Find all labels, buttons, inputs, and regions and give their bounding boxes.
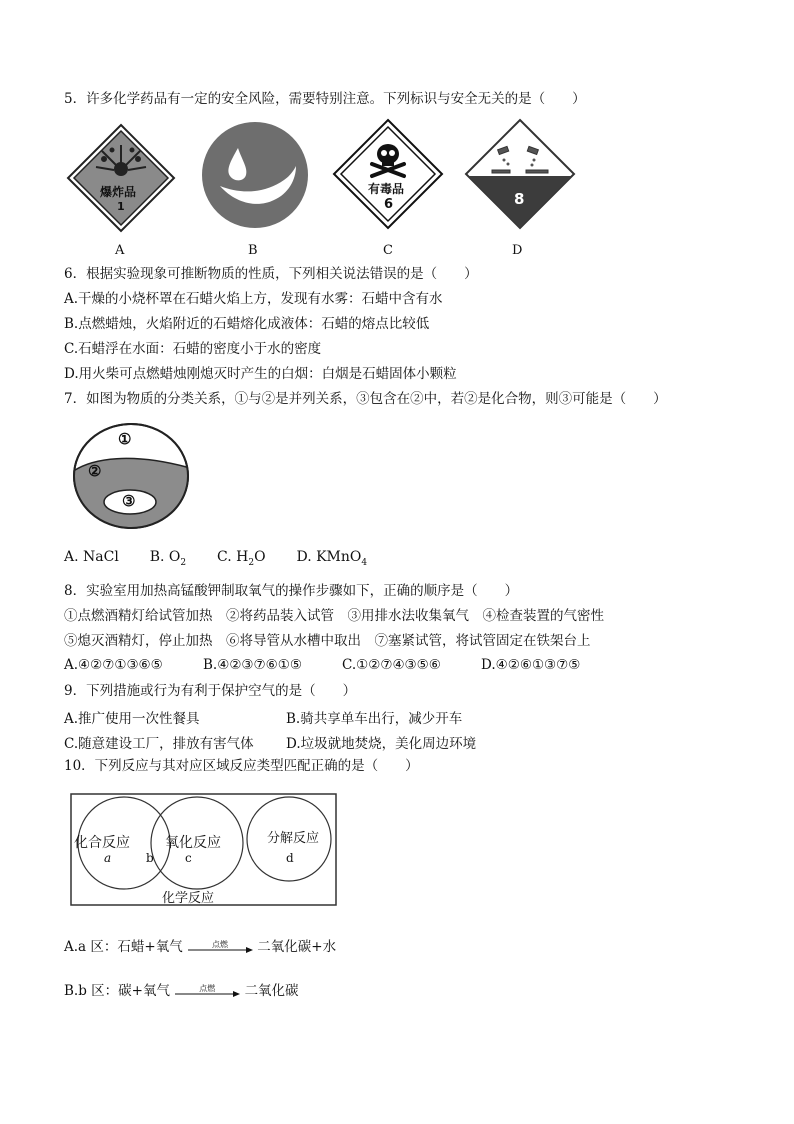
outer-region-label: 化学反应 (162, 891, 215, 906)
q6-option-d: D.用火柴可点燃蜡烛刚熄灭时产生的白烟：白烟是石蜡固体小颗粒 (64, 366, 457, 382)
q8-steps-1: ①点燃酒精灯给试管加热 ②将药品装入试管 ③用排水法收集氧气 ④检查装置的气密性 (64, 608, 604, 624)
water-logo-sign (200, 120, 310, 230)
q7-options (64, 548, 367, 572)
sign-b-label: B (248, 243, 258, 258)
corrosive-sign (464, 118, 576, 230)
sign-a-text: 爆炸品 (100, 185, 137, 199)
region-c-label: c (185, 851, 192, 865)
q7-option-d: D. KMnO$_4$ (296, 549, 368, 568)
q7-option-c: C. $H_2O$ (217, 549, 266, 568)
q9-option-a: A.推广使用一次性餐具 (64, 711, 200, 727)
q8-steps-2: ⑤熄灭酒精灯，停止加热 ⑥将导管从水槽中取出 ⑦塞紧试管，将试管固定在铁架台上 (64, 633, 591, 649)
q7-option-a: A. NaCl (64, 549, 119, 565)
sign-a-number: 1 (117, 200, 125, 213)
region-d-label: d (286, 851, 294, 865)
region-1-label: ① (118, 430, 132, 448)
sign-c-number: 6 (384, 197, 394, 212)
q10-option-b: B.b 区：碳+氧气 点燃 二氧化碳 (64, 983, 299, 999)
reaction-arrow-icon: 点燃 (187, 939, 253, 957)
q6-stem: 6．根据实验现象可推断物质的性质，下列相关说法错误的是（ ） (64, 266, 478, 282)
sign-d-label: D (512, 243, 523, 258)
q9-option-d: D.垃圾就地焚烧，美化周边环境 (286, 736, 477, 752)
reaction-venn-diagram (70, 793, 338, 907)
q8-option-d: D.④②⑥①③⑦⑤ (481, 657, 581, 673)
sign-c-text: 有毒品 (368, 182, 405, 196)
toxic-sign (332, 118, 444, 230)
q5-stem: 5．许多化学药品有一定的安全风险，需要特别注意。下列标识与安全无关的是（ ） (64, 91, 586, 107)
sign-d-number: 8 (514, 190, 525, 208)
explosive-sign (66, 123, 176, 233)
circle-combination-label: 化合反应 (74, 835, 130, 851)
region-3-label: ③ (122, 492, 136, 510)
circle-oxidation-label: 氧化反应 (165, 835, 221, 851)
region-a-label: a (104, 851, 112, 865)
q6-option-b: B.点燃蜡烛，火焰附近的石蜡熔化成液体：石蜡的熔点比较低 (64, 316, 430, 332)
sign-a-label: A (115, 243, 125, 258)
q9-stem: 9．下列措施或行为有利于保护空气的是（ ） (64, 683, 357, 699)
region-2-label: ② (88, 462, 102, 480)
q9-option-c: C.随意建设工厂，排放有害气体 (64, 736, 254, 752)
reaction-arrow-icon: 点燃 (174, 983, 240, 1001)
sign-c-label: C (383, 243, 393, 258)
q9-option-b: B.骑共享单车出行，减少开车 (286, 711, 463, 727)
q8-option-b: B.④②③⑦⑥①⑤ (203, 657, 302, 673)
q8-option-c: C.①②⑦④③⑤⑥ (342, 657, 441, 673)
region-b-label: b (146, 851, 154, 865)
q6-option-a: A.干燥的小烧杯罩在石蜡火焰上方，发现有水雾：石蜡中含有水 (64, 291, 443, 307)
q8-option-a: A.④②⑦①③⑥⑤ (64, 657, 163, 673)
classification-diagram (72, 422, 190, 530)
circle-decomposition-label: 分解反应 (267, 831, 320, 846)
q10-option-a: A.a 区：石蜡+氧气 点燃 二氧化碳+水 (64, 939, 337, 955)
q6-option-c: C.石蜡浮在水面：石蜡的密度小于水的密度 (64, 341, 322, 357)
q10-stem: 10．下列反应与其对应区域反应类型匹配正确的是（ ） (64, 758, 419, 774)
q7-option-b: B. $O_2$ (149, 549, 187, 568)
q8-stem: 8．实验室用加热高锰酸钾制取氧气的操作步骤如下，正确的顺序是（ ） (64, 583, 519, 599)
q7-stem: 7．如图为物质的分类关系，①与②是并列关系，③包含在②中，若②是化合物，则③可能是（ ） (64, 391, 667, 407)
